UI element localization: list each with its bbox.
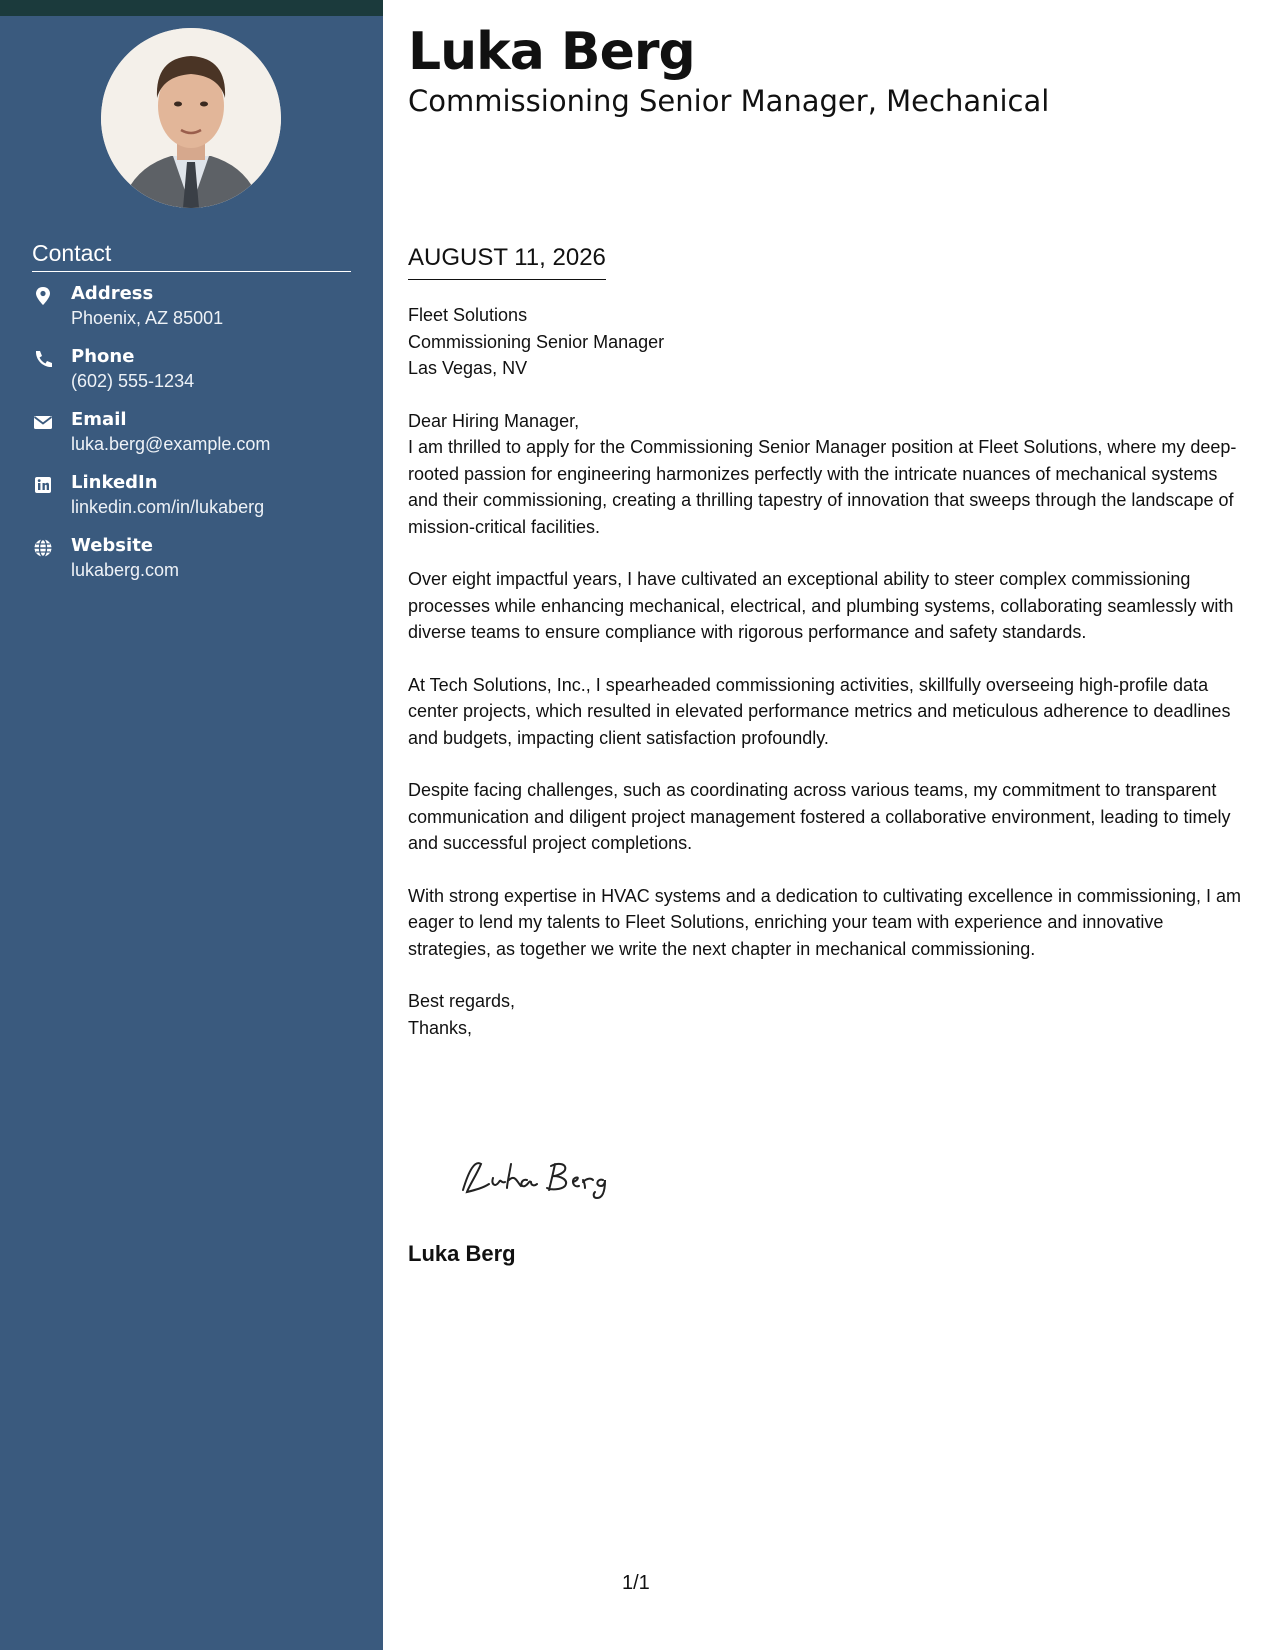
letter-body <box>408 302 1248 1041</box>
greeting: Dear Hiring Manager, <box>408 410 580 431</box>
contact-list <box>32 283 362 598</box>
contact-label: Phone <box>71 346 135 367</box>
recipient-block <box>408 302 1248 382</box>
envelope-icon <box>32 412 54 432</box>
contact-label: Email <box>71 409 127 430</box>
recipient-position: Commissioning Senior Manager <box>408 331 665 352</box>
contact-label: LinkedIn <box>71 472 158 493</box>
recipient-company: Fleet Solutions <box>408 305 528 325</box>
signed-name: Luka Berg <box>408 1241 516 1266</box>
page-number: 1/1 <box>622 1572 650 1594</box>
contact-item-address <box>32 283 362 346</box>
sidebar-top-bar <box>0 0 383 16</box>
linkedin-value[interactable]: linkedin.com/in/lukaberg <box>71 497 265 517</box>
contact-label: Address <box>71 283 154 304</box>
letter-paragraph: At Tech Solutions, Inc., I spearheaded commissioning activities, skillfully overseeing high-profile data center projects, which resulted in elevated performance metrics and meticulous adherence to deadlines and budgets, impacting client satisfaction profoundly. <box>408 674 1231 748</box>
thanks-line: Thanks, <box>408 1017 473 1038</box>
contact-item-website <box>32 535 362 598</box>
address-value: Phoenix, AZ 85001 <box>71 308 224 328</box>
letter-paragraph: With strong expertise in HVAC systems and a dedication to cultivating excellence in commissioning, I am eager to lend my talents to Fleet Solutions, enriching your team with experience and innovative strategies, as together we write the next chapter in mechanical commissioning. <box>408 885 1242 959</box>
contact-label: Website <box>71 535 154 556</box>
phone-value[interactable]: (602) 555-1234 <box>71 371 195 391</box>
contact-item-email <box>32 409 362 472</box>
job-title: Commissioning Senior Manager, Mechanical <box>408 84 1050 118</box>
phone-icon <box>32 349 54 369</box>
letter-date: AUGUST 11, 2026 <box>408 244 606 280</box>
location-pin-icon <box>32 286 54 306</box>
contact-item-linkedin <box>32 472 362 535</box>
sidebar <box>0 0 383 1650</box>
letter-paragraph: Despite facing challenges, such as coordinating across various teams, my commitment to transparent communication and diligent project management fostered a collaborative environment, leading to timely and successful project completions. <box>408 780 1231 853</box>
contact-item-phone <box>32 346 362 409</box>
applicant-name: Luka Berg <box>408 22 695 82</box>
email-value[interactable]: luka.berg@example.com <box>71 434 271 454</box>
linkedin-icon <box>32 475 54 495</box>
letter-paragraph: I am thrilled to apply for the Commissioning Senior Manager position at Fleet Solutions, where my deep-rooted passion for engineering harmonizes perfectly with the intricate nuances of mechanical systems and their commissioning, creating a thrilling tapestry of innovation that sweeps through the landscape of mission-critical facilities. <box>408 437 1237 537</box>
letter-paragraph: Over eight impactful years, I have cultivated an exceptional ability to steer complex commissioning processes while enhancing mechanical, electrical, and plumbing systems, collaborating seamlessly with diverse teams to ensure compliance with rigorous performance and safety standards. <box>408 569 1234 642</box>
recipient-location: Las Vegas, NV <box>408 358 528 378</box>
handwritten-signature <box>455 1150 625 1202</box>
website-value[interactable]: lukaberg.com <box>71 560 180 580</box>
closing: Best regards, <box>408 991 516 1011</box>
globe-icon <box>32 538 54 558</box>
contact-heading: Contact <box>32 240 351 272</box>
profile-photo <box>101 28 281 208</box>
